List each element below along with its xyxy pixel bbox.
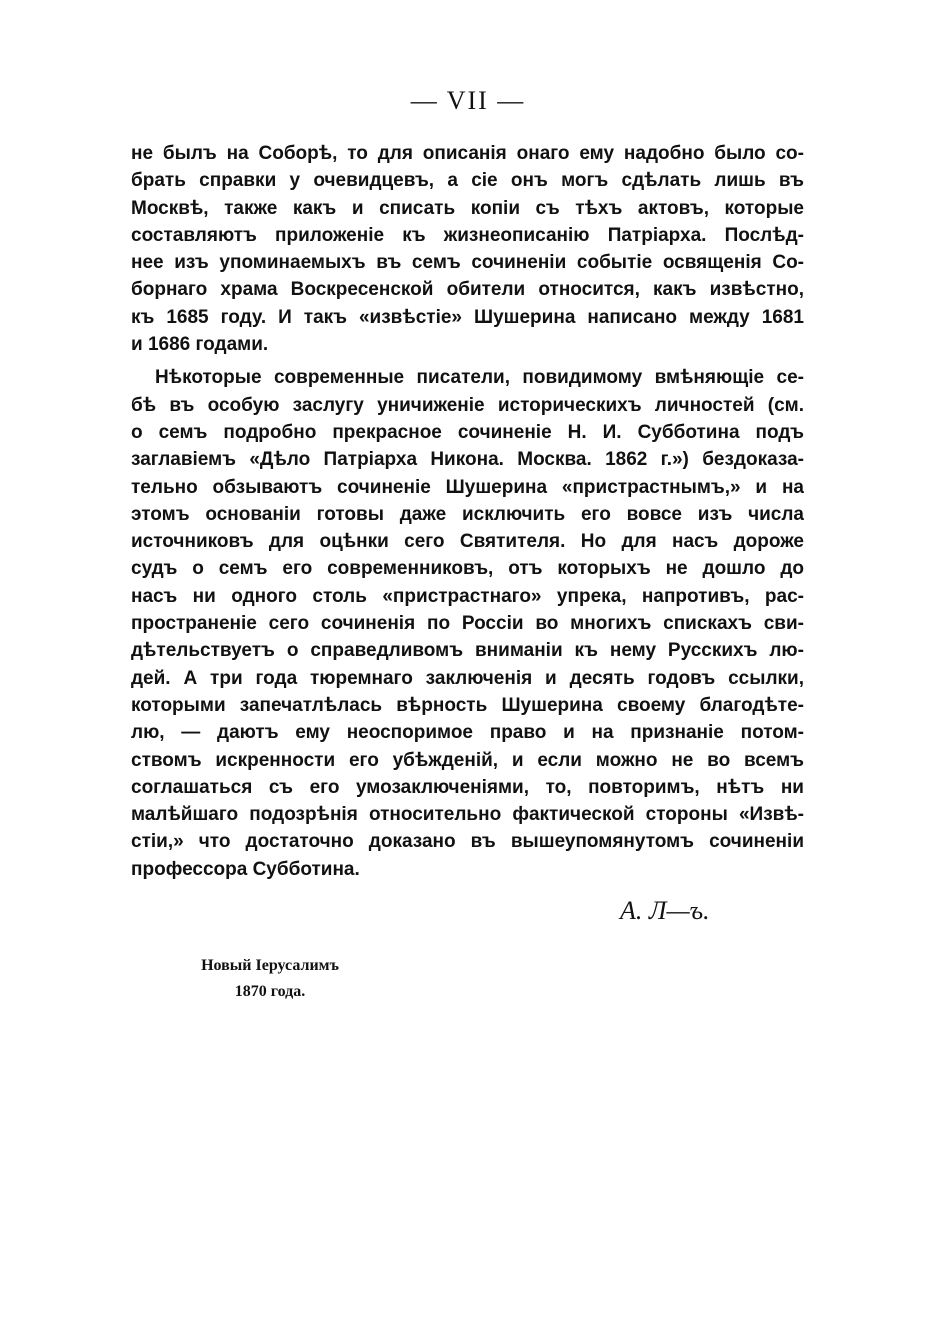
text-line: судъ о семъ его современниковъ, отъ которыхъ не дошло до xyxy=(131,558,804,580)
text-line: источниковъ для оцѣнки сего Святителя. Но для насъ дороже xyxy=(131,531,804,553)
text-line: и 1686 годами. xyxy=(131,334,269,356)
text-line: этомъ основаніи готовы даже исключить его вовсе изъ числа xyxy=(131,503,804,525)
text-line: профессора Субботина. xyxy=(131,858,360,880)
text-line: малѣйшаго подозрѣнія относительно фактической стороны «Извѣ- xyxy=(131,804,804,826)
place-year: 1870 года. xyxy=(234,983,306,1000)
text-line: которыми запечатлѣлась вѣрность Шушерина своему благодѣте- xyxy=(131,694,804,716)
text-line: заглавіемъ «Дѣло Патріарха Никона. Москва. 1862 г.») бездоказа- xyxy=(131,449,804,471)
place-and-date xyxy=(150,953,390,1005)
body-text xyxy=(131,140,804,883)
page-number: — VII — xyxy=(410,86,526,115)
text-line: борнаго храма Воскресенской обители относится, какъ извѣстно, xyxy=(131,279,804,301)
text-line: не былъ на Соборѣ, то для описанія онаго ему надобно было со- xyxy=(131,143,804,164)
text-line: о семъ подробно прекрасное сочиненіе Н. И. Субботина подъ xyxy=(131,421,804,443)
text-line: стіи,» что достаточно доказано въ вышеупомянутомъ сочиненіи xyxy=(131,831,804,853)
text-line: соглашаться съ его умозаключеніями, то, повторимъ, нѣтъ ни xyxy=(131,776,804,798)
text-line: насъ ни одного столь «пристрастнаго» упрека, напротивъ, рас- xyxy=(131,585,804,607)
text-line: дѣтельствуетъ о справедливомъ вниманіи къ нему Русскихъ лю- xyxy=(131,640,804,662)
text-line: бѣ въ особую заслугу уничиженіе историческихъ личностей (см. xyxy=(131,394,804,416)
text-line: брать справки у очевидцевъ, а сіе онъ могъ сдѣлать лишь въ xyxy=(131,170,804,192)
text-line: Москвѣ, также какъ и списать копіи съ тѣхъ актовъ, которые xyxy=(131,197,804,219)
text-line: дей. А три года тюремнаго заключенія и десять годовъ ссылки, xyxy=(131,667,804,689)
place-name: Новый Іерусалимъ xyxy=(201,957,339,974)
text-line: составляютъ приложеніе къ жизнеописанію Патріарха. Послѣд- xyxy=(131,224,804,246)
paragraph-1 xyxy=(131,140,804,358)
text-line: пространеніе сего сочиненія по Россіи во многихъ спискахъ сви- xyxy=(131,613,804,635)
text-line: ствомъ искренности его убѣжденій, и если можно не во всемъ xyxy=(131,749,804,771)
text-line: Нѣкоторые современные писатели, повидимому вмѣняющіе се- xyxy=(155,367,804,389)
text-line: нее изъ упоминаемыхъ въ семъ сочиненіи событіе освященія Со- xyxy=(131,252,804,274)
author-signature: А. Л—ъ. xyxy=(620,896,710,925)
text-line: къ 1685 году. И такъ «извѣстіе» Шушерина написано между 1681 xyxy=(131,306,804,328)
text-line: тельно обзываютъ сочиненіе Шушерина «пристрастнымъ,» и на xyxy=(131,476,804,498)
paragraph-2 xyxy=(131,364,804,883)
text-line: лю, — даютъ ему неоспоримое право и на признаніе потом- xyxy=(131,722,804,744)
